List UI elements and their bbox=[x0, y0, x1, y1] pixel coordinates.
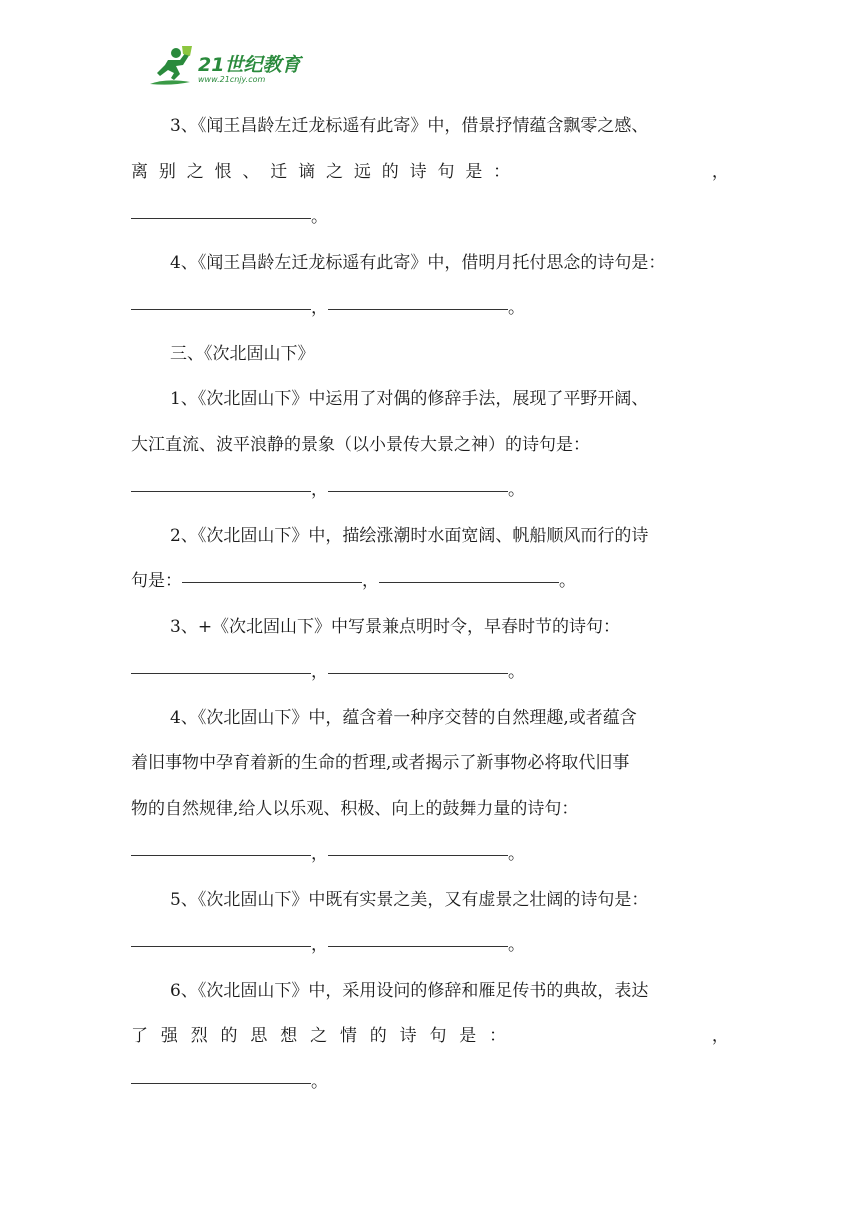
answer-blank[interactable] bbox=[379, 581, 559, 583]
answer-blank[interactable] bbox=[328, 854, 508, 856]
q3-line1: 3、《闻王昌龄左迁龙标遥有此寄》中，借景抒情蕴含飘零之感、 bbox=[170, 116, 649, 136]
s1-line1: 1、《次北固山下》中运用了对偶的修辞手法，展现了平野开阔、 bbox=[170, 389, 649, 409]
brand-url: www.21cnjy.com bbox=[198, 75, 266, 84]
s1-line3: ， 。 bbox=[131, 468, 729, 514]
runner-icon bbox=[146, 44, 196, 90]
s6-line1: 6、《次北固山下》中，采用设问的修辞和雁足传书的典故，表达 bbox=[170, 980, 649, 1001]
q3-line3: 。 bbox=[131, 195, 729, 241]
q4-line2: ， 。 bbox=[131, 286, 729, 332]
s3-line1: 3、+《次北固山下》中写景兼点明时令，早春时节的诗句： bbox=[170, 616, 621, 637]
answer-blank[interactable] bbox=[131, 1082, 311, 1084]
s6-line2: 了 强 烈 的 思 想 之 情 的 诗 句 是 ： ， bbox=[131, 1014, 729, 1060]
q4-line1: 4、《闻王昌龄左迁龙标遥有此寄》中，借明月托付思念的诗句是： bbox=[170, 252, 666, 273]
answer-blank[interactable] bbox=[328, 945, 508, 947]
answer-blank[interactable] bbox=[182, 581, 362, 583]
s4-line1: 4、《次北固山下》中，蕴含着一种序交替的自然理趣,或者蕴含 bbox=[170, 707, 637, 728]
s5-line2: ， 。 bbox=[131, 923, 729, 969]
s5-line1: 5、《次北固山下》中既有实景之美，又有虚景之壮阔的诗句是： bbox=[170, 889, 649, 910]
s1-line2: 大江直流、波平浪静的景象（以小景传大景之神）的诗句是： bbox=[131, 434, 590, 455]
q3-line2: 离 别 之 恨 、 迁 谪 之 远 的 诗 句 是 ： ， bbox=[131, 150, 729, 196]
section-heading: 三、《次北固山下》 bbox=[170, 343, 315, 364]
s6-line3: 。 bbox=[131, 1060, 729, 1106]
brand-name: 21世纪教育 bbox=[198, 54, 301, 76]
answer-blank[interactable] bbox=[328, 672, 508, 674]
answer-blank[interactable] bbox=[131, 672, 311, 674]
s4-line2: 着旧事物中孕育着新的生命的哲理,或者揭示了新事物必将取代旧事 bbox=[131, 753, 630, 773]
answer-blank[interactable] bbox=[328, 308, 508, 310]
answer-blank[interactable] bbox=[131, 490, 311, 492]
s2-line2: 句是： ， 。 bbox=[131, 571, 576, 591]
s4-line4: ， 。 bbox=[131, 832, 729, 878]
answer-blank[interactable] bbox=[131, 945, 311, 947]
answer-blank[interactable] bbox=[131, 217, 311, 219]
s4-line3: 物的自然规律,给人以乐观、积极、向上的鼓舞力量的诗句： bbox=[131, 798, 579, 819]
answer-blank[interactable] bbox=[131, 854, 311, 856]
logo bbox=[146, 44, 316, 90]
answer-blank[interactable] bbox=[328, 490, 508, 492]
s3-line2: ， 。 bbox=[131, 650, 729, 696]
document-body bbox=[131, 104, 729, 1105]
answer-blank[interactable] bbox=[131, 308, 311, 310]
s2-line1: 2、《次北固山下》中，描绘涨潮时水面宽阔、帆船顺风而行的诗 bbox=[170, 525, 649, 546]
